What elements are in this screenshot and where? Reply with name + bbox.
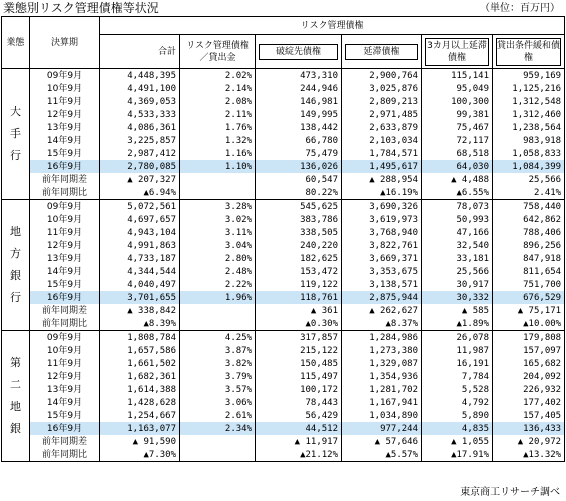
section-label-char: 銀 (10, 269, 21, 282)
table-row (2, 396, 565, 409)
cell-overdue3m: 16,191 (422, 357, 493, 370)
section-label-char: 行 (10, 291, 21, 304)
cell-restructured: 1,058,833 (493, 147, 565, 160)
cell-ratio: 2.14% (180, 82, 256, 95)
table-row (2, 383, 565, 396)
cell-restructured: 1,238,564 (493, 121, 565, 134)
cell-delinquent: 3,669,371 (342, 252, 422, 265)
cell-restructured: 758,440 (493, 200, 565, 214)
table-body (2, 69, 565, 462)
period-cell: 10年9月 (30, 344, 100, 357)
cell-total: 2,780,085 (100, 160, 180, 173)
cell-total: 1,428,628 (100, 396, 180, 409)
table-row (2, 226, 565, 239)
section-label-char: 行 (10, 149, 21, 162)
cell-overdue3m: 75,467 (422, 121, 493, 134)
section-label-char: 銀 (10, 422, 21, 435)
cell-ratio: 1.10% (180, 160, 256, 173)
section-label-char: 方 (10, 247, 21, 260)
cell-bankrupt: 66,780 (256, 134, 342, 147)
cell-overdue3m: 30,332 (422, 291, 493, 304)
cell-ratio: 2.11% (180, 108, 256, 121)
cell-bankrupt: 75,479 (256, 147, 342, 160)
page-title: 業態別リスク管理債権等状況 (3, 1, 159, 15)
cell-delinquent: 3,822,761 (342, 239, 422, 252)
period-cell: 11年9月 (30, 226, 100, 239)
header-ratio: リスク管理債権／貸出金 (180, 35, 256, 69)
cell-ratio (180, 186, 256, 200)
table-row (2, 173, 565, 186)
section-label-char: 手 (10, 127, 21, 140)
cell-bankrupt: 118,761 (256, 291, 342, 304)
cell-bankrupt: ▲21.12% (256, 448, 342, 462)
table-row (2, 69, 565, 83)
table-row (2, 160, 565, 173)
table-row (2, 344, 565, 357)
cell-restructured: 1,084,399 (493, 160, 565, 173)
period-cell: 16年9月 (30, 422, 100, 435)
cell-delinquent: 2,971,485 (342, 108, 422, 121)
risk-table (1, 16, 565, 462)
cell-ratio: 1.16% (180, 147, 256, 160)
cell-ratio: 2.80% (180, 252, 256, 265)
period-cell: 10年9月 (30, 82, 100, 95)
summary-label: 前年同期差 (30, 173, 100, 186)
cell-restructured: 179,808 (493, 331, 565, 345)
cell-ratio: 3.79% (180, 370, 256, 383)
period-cell: 12年9月 (30, 370, 100, 383)
cell-overdue3m: 99,381 (422, 108, 493, 121)
cell-restructured: 1,312,548 (493, 95, 565, 108)
period-cell: 15年9月 (30, 147, 100, 160)
cell-restructured: ▲ 20,972 (493, 435, 565, 448)
cell-bankrupt: 60,547 (256, 173, 342, 186)
period-cell: 16年9月 (30, 160, 100, 173)
cell-restructured: 959,169 (493, 69, 565, 83)
section-label-char: 大 (10, 105, 21, 118)
table-row (2, 147, 565, 160)
section-label (2, 200, 30, 331)
cell-bankrupt: 78,443 (256, 396, 342, 409)
cell-bankrupt: 473,310 (256, 69, 342, 83)
cell-bankrupt: 338,505 (256, 226, 342, 239)
section-label-char: 地 (10, 225, 21, 238)
cell-restructured: 204,092 (493, 370, 565, 383)
cell-bankrupt: 138,442 (256, 121, 342, 134)
cell-restructured: 157,097 (493, 344, 565, 357)
cell-ratio: 3.82% (180, 357, 256, 370)
cell-bankrupt: 115,497 (256, 370, 342, 383)
header-delinquent: 延滞債権 (342, 35, 422, 69)
cell-bankrupt: 80.22% (256, 186, 342, 200)
cell-overdue3m: 72,117 (422, 134, 493, 147)
cell-ratio: 3.11% (180, 226, 256, 239)
header-period: 決算期 (30, 17, 100, 69)
cell-total: 5,072,561 (100, 200, 180, 214)
cell-bankrupt: ▲ 361 (256, 304, 342, 317)
cell-delinquent: ▲16.19% (342, 186, 422, 200)
cell-bankrupt: 317,857 (256, 331, 342, 345)
cell-overdue3m: 4,835 (422, 422, 493, 435)
cell-delinquent: 3,619,973 (342, 213, 422, 226)
cell-delinquent: 2,809,213 (342, 95, 422, 108)
cell-overdue3m: 47,166 (422, 226, 493, 239)
cell-restructured: ▲13.32% (493, 448, 565, 462)
cell-overdue3m: ▲6.55% (422, 186, 493, 200)
cell-total: 4,448,395 (100, 69, 180, 83)
table-row (2, 95, 565, 108)
cell-delinquent: 1,784,571 (342, 147, 422, 160)
cell-bankrupt: 153,472 (256, 265, 342, 278)
cell-ratio (180, 304, 256, 317)
cell-restructured: 226,932 (493, 383, 565, 396)
cell-ratio: 1.96% (180, 291, 256, 304)
cell-overdue3m: 50,993 (422, 213, 493, 226)
section-label (2, 331, 30, 462)
cell-total: 4,491,100 (100, 82, 180, 95)
table-row (2, 409, 565, 422)
table-row (2, 121, 565, 134)
cell-ratio: 3.28% (180, 200, 256, 214)
period-cell: 14年9月 (30, 134, 100, 147)
table-row (2, 291, 565, 304)
period-cell: 13年9月 (30, 121, 100, 134)
cell-restructured: 896,256 (493, 239, 565, 252)
cell-ratio (180, 317, 256, 331)
cell-total: ▲ 91,590 (100, 435, 180, 448)
table-row (2, 422, 565, 435)
table-row (2, 239, 565, 252)
cell-overdue3m: 115,141 (422, 69, 493, 83)
cell-delinquent: ▲5.57% (342, 448, 422, 462)
period-cell: 10年9月 (30, 213, 100, 226)
cell-delinquent: ▲ 262,627 (342, 304, 422, 317)
cell-delinquent: ▲ 57,646 (342, 435, 422, 448)
cell-delinquent: 3,768,940 (342, 226, 422, 239)
cell-total: 2,987,412 (100, 147, 180, 160)
cell-overdue3m: 25,566 (422, 265, 493, 278)
cell-bankrupt: ▲0.30% (256, 317, 342, 331)
cell-overdue3m: 4,792 (422, 396, 493, 409)
cell-total: 4,086,361 (100, 121, 180, 134)
cell-delinquent: 1,354,936 (342, 370, 422, 383)
summary-label: 前年同期比 (30, 317, 100, 331)
cell-ratio: 2.02% (180, 69, 256, 83)
cell-ratio: 1.32% (180, 134, 256, 147)
cell-total: 4,733,187 (100, 252, 180, 265)
cell-ratio: 2.22% (180, 278, 256, 291)
cell-delinquent: 1,167,941 (342, 396, 422, 409)
table-row (2, 82, 565, 95)
section-label (2, 69, 30, 200)
cell-ratio: 3.87% (180, 344, 256, 357)
cell-delinquent: ▲ 288,954 (342, 173, 422, 186)
cell-restructured: 1,125,216 (493, 82, 565, 95)
cell-total: 4,991,863 (100, 239, 180, 252)
cell-total: 4,943,104 (100, 226, 180, 239)
cell-overdue3m: 100,300 (422, 95, 493, 108)
cell-overdue3m: 68,518 (422, 147, 493, 160)
period-cell: 15年9月 (30, 409, 100, 422)
cell-restructured: 751,700 (493, 278, 565, 291)
section-label-char: 二 (10, 378, 21, 391)
source-credit: 東京商工リサーチ調べ (460, 487, 560, 498)
cell-delinquent: 2,875,944 (342, 291, 422, 304)
cell-bankrupt: 244,946 (256, 82, 342, 95)
cell-total: 4,040,497 (100, 278, 180, 291)
cell-restructured: 642,862 (493, 213, 565, 226)
table-row (2, 448, 565, 462)
summary-label: 前年同期差 (30, 304, 100, 317)
cell-overdue3m: 7,784 (422, 370, 493, 383)
cell-overdue3m: ▲ 585 (422, 304, 493, 317)
cell-restructured: 811,654 (493, 265, 565, 278)
period-cell: 15年9月 (30, 278, 100, 291)
cell-bankrupt: ▲ 11,917 (256, 435, 342, 448)
table-row (2, 213, 565, 226)
cell-overdue3m: ▲1.89% (422, 317, 493, 331)
cell-overdue3m: ▲ 1,055 (422, 435, 493, 448)
cell-restructured: 25,566 (493, 173, 565, 186)
cell-ratio: 2.61% (180, 409, 256, 422)
cell-total: 1,682,361 (100, 370, 180, 383)
period-cell: 13年9月 (30, 252, 100, 265)
cell-total: 1,808,784 (100, 331, 180, 345)
cell-total: 4,369,053 (100, 95, 180, 108)
unit-label: （単位：百万円） (480, 3, 560, 14)
cell-bankrupt: 149,995 (256, 108, 342, 121)
cell-total: ▲ 338,842 (100, 304, 180, 317)
cell-overdue3m: ▲17.91% (422, 448, 493, 462)
cell-total: 3,225,857 (100, 134, 180, 147)
summary-label: 前年同期比 (30, 448, 100, 462)
table-row (2, 435, 565, 448)
table-row (2, 200, 565, 214)
header-bankrupt: 破綻先債権 (256, 35, 342, 69)
table-row (2, 278, 565, 291)
cell-ratio: 3.06% (180, 396, 256, 409)
cell-bankrupt: 44,512 (256, 422, 342, 435)
summary-label: 前年同期比 (30, 186, 100, 200)
period-cell: 11年9月 (30, 357, 100, 370)
cell-total: 4,533,333 (100, 108, 180, 121)
table-row (2, 304, 565, 317)
cell-ratio (180, 448, 256, 462)
cell-overdue3m: 26,078 (422, 331, 493, 345)
cell-overdue3m: 30,917 (422, 278, 493, 291)
cell-overdue3m: 64,030 (422, 160, 493, 173)
period-cell: 14年9月 (30, 396, 100, 409)
cell-restructured: 847,918 (493, 252, 565, 265)
cell-overdue3m: 11,987 (422, 344, 493, 357)
cell-bankrupt: 545,625 (256, 200, 342, 214)
cell-total: 3,701,655 (100, 291, 180, 304)
cell-total: ▲6.94% (100, 186, 180, 200)
section-label-char: 地 (10, 400, 21, 413)
cell-total: 4,697,657 (100, 213, 180, 226)
cell-delinquent: 3,690,326 (342, 200, 422, 214)
cell-restructured: ▲ 75,171 (493, 304, 565, 317)
period-cell: 09年9月 (30, 200, 100, 214)
cell-bankrupt: 56,429 (256, 409, 342, 422)
cell-bankrupt: 383,786 (256, 213, 342, 226)
cell-ratio: 4.25% (180, 331, 256, 345)
cell-ratio: 3.57% (180, 383, 256, 396)
table-row (2, 357, 565, 370)
cell-ratio: 3.04% (180, 239, 256, 252)
cell-total: 4,344,544 (100, 265, 180, 278)
cell-delinquent: 2,900,764 (342, 69, 422, 83)
cell-restructured: ▲10.00% (493, 317, 565, 331)
section-label-char: 第 (10, 356, 21, 369)
table-row (2, 186, 565, 200)
period-cell: 13年9月 (30, 383, 100, 396)
cell-bankrupt: 146,981 (256, 95, 342, 108)
cell-ratio: 2.48% (180, 265, 256, 278)
table-row (2, 265, 565, 278)
cell-restructured: 983,918 (493, 134, 565, 147)
table-row (2, 370, 565, 383)
header-restructured: 貸出条件緩和債権 (493, 35, 565, 69)
cell-total: ▲ 207,327 (100, 173, 180, 186)
header-risk-group: リスク管理債権 (100, 17, 565, 35)
cell-restructured: 165,682 (493, 357, 565, 370)
cell-delinquent: ▲8.37% (342, 317, 422, 331)
cell-restructured: 788,406 (493, 226, 565, 239)
cell-total: 1,661,502 (100, 357, 180, 370)
cell-delinquent: 3,025,876 (342, 82, 422, 95)
cell-overdue3m: 78,073 (422, 200, 493, 214)
table-row (2, 331, 565, 345)
cell-bankrupt: 150,485 (256, 357, 342, 370)
cell-overdue3m: 5,890 (422, 409, 493, 422)
cell-delinquent: 2,103,034 (342, 134, 422, 147)
period-cell: 14年9月 (30, 265, 100, 278)
cell-restructured: 136,433 (493, 422, 565, 435)
cell-bankrupt: 100,172 (256, 383, 342, 396)
cell-bankrupt: 119,122 (256, 278, 342, 291)
cell-total: ▲7.30% (100, 448, 180, 462)
cell-overdue3m: 5,528 (422, 383, 493, 396)
cell-delinquent: 1,284,986 (342, 331, 422, 345)
cell-restructured: 2.41% (493, 186, 565, 200)
cell-ratio (180, 173, 256, 186)
cell-overdue3m: ▲ 4,488 (422, 173, 493, 186)
cell-total: 1,614,388 (100, 383, 180, 396)
cell-overdue3m: 95,049 (422, 82, 493, 95)
period-cell: 11年9月 (30, 95, 100, 108)
period-cell: 16年9月 (30, 291, 100, 304)
cell-ratio: 2.34% (180, 422, 256, 435)
cell-restructured: 1,312,460 (493, 108, 565, 121)
cell-ratio (180, 435, 256, 448)
cell-total: 1,657,586 (100, 344, 180, 357)
cell-delinquent: 1,281,702 (342, 383, 422, 396)
cell-total: 1,163,077 (100, 422, 180, 435)
cell-restructured: 676,529 (493, 291, 565, 304)
cell-delinquent: 3,138,571 (342, 278, 422, 291)
cell-bankrupt: 215,122 (256, 344, 342, 357)
cell-bankrupt: 136,026 (256, 160, 342, 173)
cell-delinquent: 1,273,380 (342, 344, 422, 357)
table-row (2, 317, 565, 331)
table-row (2, 252, 565, 265)
table-row (2, 108, 565, 121)
cell-restructured: 177,402 (493, 396, 565, 409)
cell-bankrupt: 240,220 (256, 239, 342, 252)
cell-delinquent: 1,329,087 (342, 357, 422, 370)
cell-ratio: 3.02% (180, 213, 256, 226)
cell-total: 1,254,667 (100, 409, 180, 422)
cell-delinquent: 3,353,675 (342, 265, 422, 278)
cell-restructured: 157,405 (493, 409, 565, 422)
cell-bankrupt: 182,625 (256, 252, 342, 265)
period-cell: 12年9月 (30, 108, 100, 121)
cell-ratio: 1.76% (180, 121, 256, 134)
cell-overdue3m: 33,181 (422, 252, 493, 265)
cell-delinquent: 2,633,879 (342, 121, 422, 134)
cell-ratio: 2.08% (180, 95, 256, 108)
header-total: 合計 (100, 35, 180, 69)
period-cell: 12年9月 (30, 239, 100, 252)
period-cell: 09年9月 (30, 331, 100, 345)
period-cell: 09年9月 (30, 69, 100, 83)
header-category: 業態 (2, 17, 30, 69)
cell-delinquent: 977,244 (342, 422, 422, 435)
cell-total: ▲8.39% (100, 317, 180, 331)
summary-label: 前年同期差 (30, 435, 100, 448)
table-row (2, 134, 565, 147)
cell-delinquent: 1,495,617 (342, 160, 422, 173)
cell-overdue3m: 32,540 (422, 239, 493, 252)
cell-delinquent: 1,034,890 (342, 409, 422, 422)
header-overdue3m: 3カ月以上延滞債権 (422, 35, 493, 69)
